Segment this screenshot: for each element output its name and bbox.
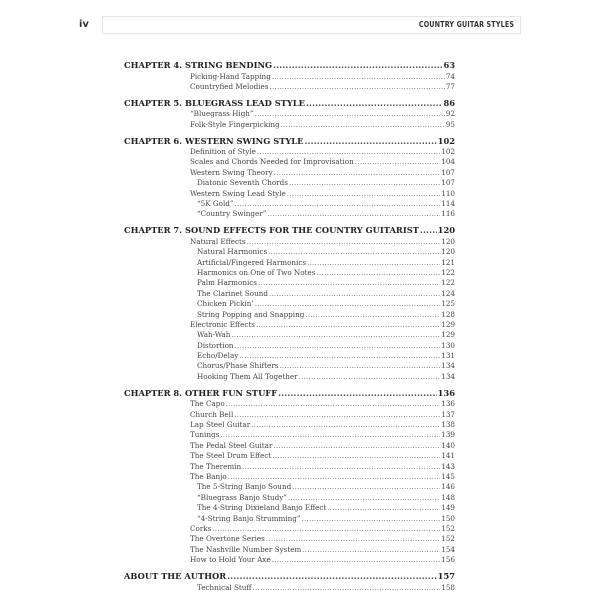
toc-chapter-row[interactable] — [124, 98, 455, 110]
toc-entry-row[interactable] — [124, 258, 455, 268]
toc-entry-row[interactable] — [124, 462, 455, 472]
toc-page-number: 156 — [441, 555, 455, 565]
toc-entry-row[interactable] — [124, 299, 455, 309]
toc-entry-title: Natural Effects — [190, 236, 246, 246]
toc-entry-row[interactable] — [124, 189, 455, 199]
toc-entry-title: Corks — [190, 523, 212, 533]
toc-entry-title: The Pedal Steel Guitar — [190, 440, 273, 450]
toc-page-number: 121 — [441, 257, 455, 267]
toc-entry-title: Hooking Them All Together — [197, 371, 298, 381]
toc-entry-row[interactable] — [124, 330, 455, 340]
dot-leader — [307, 258, 440, 268]
toc-page-number: 145 — [441, 472, 455, 481]
toc-entry-title: “Country Swinger” — [197, 209, 267, 219]
toc-page-number: 137 — [441, 409, 455, 419]
toc-entry-row[interactable] — [124, 524, 455, 534]
toc-entry-title: Palm Harmonics — [197, 278, 257, 288]
toc-page-number: 125 — [441, 299, 455, 309]
toc-entry-title: “Bluegrass High” — [190, 109, 254, 119]
toc-entry-title: The Clarinet Sound — [197, 288, 268, 298]
running-title: COUNTRY GUITAR STYLES — [418, 20, 514, 29]
toc-entry-title: Diatonic Seventh Chords — [197, 178, 288, 188]
toc-entry-title: Harmonics on One of Two Notes — [197, 267, 316, 277]
toc-entry-row[interactable] — [124, 351, 455, 361]
toc-entry-title: Echo/Delay — [197, 351, 239, 361]
dot-leader — [234, 410, 440, 420]
dot-leader — [289, 178, 440, 188]
toc-entry-title: Definition of Style — [190, 147, 256, 157]
toc-entry-row[interactable] — [124, 320, 455, 330]
dot-leader — [253, 583, 441, 593]
dot-leader — [287, 189, 441, 199]
toc-entry-title: The Steel Drum Effect — [190, 451, 272, 461]
toc-page-number: 131 — [441, 351, 455, 361]
toc-page-number: 136 — [437, 387, 455, 398]
toc-entry-title: “Bluegrass Banjo Study” — [197, 492, 287, 502]
toc-page-number: 114 — [441, 199, 455, 209]
dot-leader — [302, 545, 440, 555]
dot-leader — [257, 147, 440, 157]
toc-entry-title: Scales and Chords Needed for Improvisation — [190, 157, 354, 167]
toc-entry-row[interactable] — [124, 157, 455, 167]
toc-entry-row[interactable] — [124, 441, 455, 451]
dot-leader — [266, 534, 440, 544]
toc-page-number: 152 — [441, 534, 455, 544]
toc-entry-row[interactable] — [124, 72, 455, 82]
dot-leader — [281, 120, 445, 130]
dot-leader — [242, 462, 440, 472]
toc-entry-row[interactable] — [124, 583, 455, 593]
toc-page-number: 158 — [441, 582, 455, 592]
toc-entry-row[interactable] — [124, 341, 455, 351]
toc-page-number: 129 — [441, 330, 455, 340]
toc-entry-row[interactable] — [124, 372, 455, 382]
toc-page-number: 149 — [441, 503, 455, 513]
toc-entry-title: Technical Stuff — [197, 582, 252, 592]
dot-leader — [256, 320, 440, 330]
toc-page-number: 130 — [441, 340, 455, 350]
toc-page-number: 143 — [441, 461, 455, 471]
toc-entry-title: Western Swing Lead Style — [190, 188, 286, 198]
page-number: iv — [79, 19, 89, 30]
toc-entry-row[interactable] — [124, 289, 455, 299]
toc-page-number: 139 — [441, 430, 455, 440]
toc-section — [124, 60, 455, 92]
toc-entry-row[interactable] — [124, 451, 455, 461]
toc-entry-row[interactable] — [124, 482, 455, 492]
dot-leader — [247, 237, 441, 247]
toc-entry-title: The Capo — [190, 399, 225, 409]
toc-entry-title: Folk-Style Fingerpicking — [190, 119, 280, 129]
toc-entry-title: The Nashville Number System — [190, 544, 302, 554]
dot-leader — [235, 199, 441, 209]
toc-page-number: 138 — [441, 420, 455, 430]
toc-entry-row[interactable] — [124, 310, 455, 320]
toc-entry-row[interactable] — [124, 209, 455, 219]
toc-page-number: 107 — [441, 178, 455, 188]
toc-entry-title: CHAPTER 8. OTHER FUN STUFF — [124, 387, 278, 398]
dot-leader — [292, 482, 440, 492]
toc-chapter-row[interactable] — [124, 136, 455, 148]
toc-entry-row[interactable] — [124, 493, 455, 503]
toc-chapter-row[interactable] — [124, 388, 455, 400]
toc-entry-row[interactable] — [124, 247, 455, 257]
toc-page-number: 134 — [441, 371, 455, 381]
toc-page-number: 148 — [441, 492, 455, 502]
toc-entry-row[interactable] — [124, 545, 455, 555]
toc-page-number: 134 — [441, 361, 455, 371]
dot-leader — [304, 136, 436, 148]
dot-leader — [255, 299, 441, 309]
toc-entry-title: ABOUT THE AUTHOR — [124, 571, 227, 582]
toc-page-number: 157 — [437, 571, 455, 582]
toc-page-number: 136 — [441, 399, 455, 409]
toc-entry-row[interactable] — [124, 534, 455, 544]
toc-entry-title: “4-String Banjo Strumming” — [197, 513, 301, 523]
toc-page-number: 77 — [445, 81, 455, 91]
dot-leader — [305, 310, 440, 320]
toc-entry-title: Chorus/Phase Shifters — [197, 361, 279, 371]
toc-entry-title: “5K Gold” — [197, 199, 234, 209]
toc-entry-row[interactable] — [124, 178, 455, 188]
toc-entry-title: The 4-String Dixieland Banjo Effect — [197, 503, 327, 513]
toc-chapter-row[interactable] — [124, 571, 455, 583]
dot-leader — [279, 361, 440, 371]
toc-entry-title: Electronic Effects — [190, 319, 255, 329]
toc-entry-title: The Overtone Series — [190, 534, 265, 544]
dot-leader — [355, 157, 441, 167]
toc-page-number: 124 — [441, 288, 455, 298]
dot-leader — [227, 571, 437, 583]
toc-entry-row[interactable] — [124, 278, 455, 288]
dot-leader — [273, 60, 442, 72]
toc-entry-title: Countryfied Melodies — [190, 81, 269, 91]
dot-leader — [272, 72, 445, 82]
toc-entry-title: The Banjo — [190, 472, 227, 481]
toc-section — [124, 388, 455, 566]
table-of-contents — [124, 60, 455, 598]
toc-page-number: 116 — [441, 209, 455, 219]
dot-leader — [269, 289, 440, 299]
toc-chapter-row[interactable] — [124, 60, 455, 72]
toc-page-number: 63 — [443, 60, 455, 70]
toc-entry-title: Church Bell — [190, 409, 234, 419]
toc-entry-row[interactable] — [124, 120, 455, 130]
toc-page-number: 104 — [441, 157, 455, 167]
toc-page-number: 120 — [437, 225, 455, 236]
toc-entry-row[interactable] — [124, 514, 455, 524]
toc-entry-title: Distortion — [197, 340, 234, 350]
toc-entry-row[interactable] — [124, 503, 455, 513]
dot-leader — [272, 451, 440, 461]
toc-entry-title: The 5-String Banjo Sound — [197, 482, 292, 492]
toc-entry-row[interactable] — [124, 399, 455, 409]
toc-page-number: 86 — [443, 97, 455, 108]
toc-page-number: 102 — [437, 135, 455, 146]
toc-page-number: 146 — [441, 482, 455, 492]
dot-leader — [228, 472, 441, 482]
dot-leader — [316, 268, 440, 278]
toc-page-number: 95 — [445, 119, 455, 129]
toc-entry-title: Natural Harmonics — [197, 247, 268, 257]
toc-entry-row[interactable] — [124, 237, 455, 247]
dot-leader — [239, 351, 440, 361]
toc-section — [124, 98, 455, 130]
toc-section — [124, 136, 455, 220]
toc-section — [124, 225, 455, 382]
toc-entry-title: Wah-Wah — [197, 330, 231, 340]
toc-entry-row[interactable] — [124, 147, 455, 157]
toc-entry-title: CHAPTER 4. STRING BENDING — [124, 60, 273, 70]
toc-page-number: 128 — [441, 309, 455, 319]
toc-entry-row[interactable] — [124, 472, 455, 482]
toc-entry-title: How to Hold Your Axe — [190, 555, 271, 565]
dot-leader — [258, 278, 440, 288]
running-header — [102, 16, 521, 34]
dot-leader — [235, 341, 441, 351]
toc-page-number: 92 — [445, 109, 455, 119]
toc-entry-row[interactable] — [124, 420, 455, 430]
dot-leader — [267, 209, 440, 219]
toc-entry-row[interactable] — [124, 410, 455, 420]
toc-section — [124, 571, 455, 593]
toc-page-number: 74 — [445, 71, 455, 81]
toc-page-number: 150 — [441, 513, 455, 523]
toc-entry-title: CHAPTER 5. BLUEGRASS LEAD STYLE — [124, 97, 305, 108]
toc-entry-title: String Popping and Snapping — [197, 309, 305, 319]
dot-leader — [231, 330, 440, 340]
toc-entry-row[interactable] — [124, 361, 455, 371]
dot-leader — [273, 441, 440, 451]
toc-entry-row[interactable] — [124, 199, 455, 209]
toc-page-number: 140 — [441, 440, 455, 450]
dot-leader — [269, 82, 444, 92]
toc-page-number: 154 — [441, 544, 455, 554]
dot-leader — [226, 399, 441, 409]
toc-entry-title: The Theremin — [190, 461, 242, 471]
toc-entry-title: Lap Steel Guitar — [190, 420, 251, 430]
dot-leader — [327, 503, 440, 513]
toc-entry-title: Chicken Pickin’ — [197, 299, 254, 309]
dot-leader — [272, 555, 441, 565]
toc-entry-row[interactable] — [124, 268, 455, 278]
dot-leader — [306, 98, 443, 110]
toc-page-number: 120 — [441, 236, 455, 246]
toc-page-number: 129 — [441, 319, 455, 329]
toc-page-number: 120 — [441, 247, 455, 257]
dot-leader — [255, 109, 445, 119]
dot-leader — [299, 372, 441, 382]
dot-leader — [268, 247, 440, 257]
dot-leader — [288, 493, 440, 503]
toc-page-number: 122 — [441, 278, 455, 288]
toc-entry-row[interactable] — [124, 430, 455, 440]
toc-page-number: 152 — [441, 523, 455, 533]
dot-leader — [212, 524, 440, 534]
toc-entry-title: CHAPTER 6. WESTERN SWING STYLE — [124, 135, 304, 146]
toc-entry-row[interactable] — [124, 555, 455, 565]
dot-leader — [274, 168, 441, 178]
toc-entry-title: CHAPTER 7. SOUND EFFECTS FOR THE COUNTRY GUITARIST — [124, 225, 419, 236]
dot-leader — [251, 420, 440, 430]
dot-leader — [220, 430, 440, 440]
toc-entry-title: Tunings — [190, 430, 220, 440]
toc-entry-title: Western Swing Theory — [190, 167, 273, 177]
toc-page-number: 141 — [441, 451, 455, 461]
toc-page-number: 110 — [441, 188, 455, 198]
toc-chapter-row[interactable] — [124, 225, 455, 237]
toc-entry-row[interactable] — [124, 168, 455, 178]
dot-leader — [302, 514, 441, 524]
toc-entry-title: Picking-Hand Tapping — [190, 71, 271, 81]
toc-entry-row[interactable] — [124, 82, 455, 92]
dot-leader — [420, 225, 437, 237]
toc-page-number: 107 — [441, 167, 455, 177]
toc-entry-row[interactable] — [124, 109, 455, 119]
toc-entry-title: Artificial/Fingered Harmonics — [197, 257, 307, 267]
dot-leader — [278, 388, 437, 400]
toc-page-number: 102 — [441, 147, 455, 157]
toc-page-number: 122 — [441, 267, 455, 277]
